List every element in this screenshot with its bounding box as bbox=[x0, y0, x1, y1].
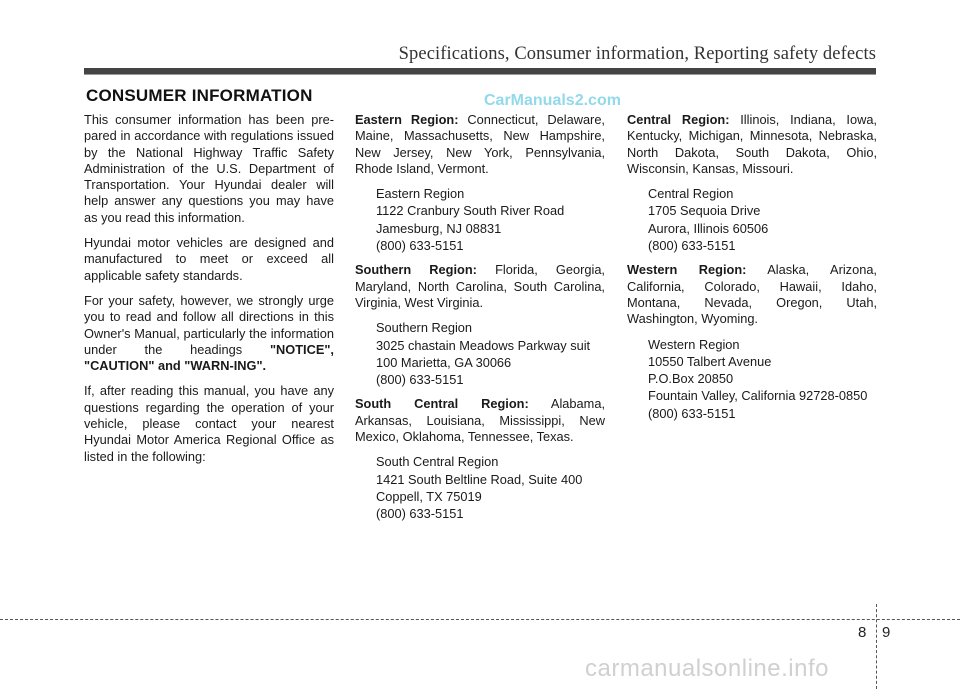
header-title: Specifications, Consumer information, Reporting safety defects bbox=[398, 44, 876, 64]
eastern-region-line1: 1122 Cranbury South River Road bbox=[376, 203, 565, 219]
south-central-region-state-list: Alabama, Arkansas, Louisiana, Mississippi, New Mexico, Oklahoma, Tennessee, Texas. bbox=[355, 396, 605, 445]
western-region-address bbox=[627, 337, 877, 422]
page-number: 9 bbox=[882, 624, 891, 641]
eastern-region-label: Eastern Region: bbox=[355, 112, 459, 127]
eastern-region-line2: Jamesburg, NJ 08831 bbox=[376, 220, 502, 236]
south-central-region-name: South Central Region bbox=[376, 454, 499, 470]
central-region-address bbox=[627, 186, 877, 254]
southern-region-phone: (800) 633-5151 bbox=[376, 372, 464, 388]
footer-dashed-rule bbox=[0, 619, 960, 620]
western-region-line2: P.O.Box 20850 bbox=[648, 371, 734, 387]
eastern-region-name: Eastern Region bbox=[376, 186, 465, 202]
western-region-name: Western Region bbox=[648, 336, 740, 352]
southern-region-state-list: Florida, Georgia, Maryland, North Carolina, South Carolina, Virginia, West Virginia. bbox=[355, 262, 605, 310]
central-region-name: Central Region bbox=[648, 186, 734, 202]
central-region-phone: (800) 633-5151 bbox=[648, 238, 736, 254]
column-intro bbox=[84, 112, 334, 474]
central-region-label: Central Region: bbox=[627, 112, 730, 127]
intro-paragraph-4: If, after reading this manual, you have any questions regarding the operation of your vehicle, please contact your nearest Hyundai Motor America Regional Office as listed in the following: bbox=[84, 383, 334, 464]
southern-region-label: Southern Region: bbox=[355, 262, 477, 278]
south-central-region-phone: (800) 633-5151 bbox=[376, 506, 464, 522]
southern-region-states bbox=[355, 262, 605, 311]
intro-paragraph-3-text: For your safety, however, we strongly urge you to read and follow all directions in this Owner's Manual, particularly the information under the headings bbox=[84, 292, 334, 357]
southern-region-line2: 100 Marietta, GA 30066 bbox=[376, 354, 512, 370]
south-central-region-line1: 1421 South Beltline Road, Suite 400 bbox=[376, 471, 583, 487]
central-region-states bbox=[627, 112, 877, 177]
southern-region-address bbox=[355, 320, 605, 388]
western-region-line1: 10550 Talbert Avenue bbox=[648, 353, 772, 369]
south-central-region-address bbox=[355, 454, 605, 522]
eastern-region-phone: (800) 633-5151 bbox=[376, 238, 464, 254]
watermark-bottom: carmanualsonline.info bbox=[585, 655, 829, 682]
western-region-states bbox=[627, 262, 877, 327]
south-central-region-states bbox=[355, 396, 605, 445]
column-regions-1 bbox=[355, 112, 605, 531]
eastern-region-state-list: Connecticut, Delaware, Maine, Massachusetts, New Hampshire, New Jersey, New York, Pennsylvania, Rhode Island, Vermont. bbox=[355, 112, 605, 176]
watermark-top: CarManuals2.com bbox=[484, 92, 621, 109]
western-region-phone: (800) 633-5151 bbox=[648, 405, 736, 421]
eastern-region-states bbox=[355, 112, 605, 177]
chapter-number: 8 bbox=[858, 624, 867, 641]
intro-paragraph-1: This consumer information has been pre-pared in accordance with regulations issued by the National Highway Traffic Safety Administration of the U.S. Department of Transportation. Your Hyundai dealer will help answer any questions you may have as you read this information. bbox=[84, 112, 334, 225]
column-regions-2 bbox=[627, 112, 877, 430]
headings-notice: "NOTICE", "CAUTION" and "WARN-ING". bbox=[84, 341, 334, 374]
eastern-region-address bbox=[355, 186, 605, 254]
central-region-state-list: Illinois, Indiana, Iowa, Kentucky, Michigan, Minnesota, Nebraska, North Dakota, South Dakota, Ohio, Wisconsin, Kansas, Missouri. bbox=[627, 112, 877, 176]
south-central-region-line2: Coppell, TX 75019 bbox=[376, 488, 482, 504]
central-region-line1: 1705 Sequoia Drive bbox=[648, 203, 761, 219]
intro-paragraph-2: Hyundai motor vehicles are designed and manufactured to meet or exceed all applicable safety standards. bbox=[84, 235, 334, 283]
western-region-state-list: Alaska, Arizona, California, Colorado, Hawaii, Idaho, Montana, Nevada, Oregon, Utah, Washington, Wyoming. bbox=[627, 262, 877, 327]
footer-page-divider bbox=[876, 604, 877, 689]
central-region-line2: Aurora, Illinois 60506 bbox=[648, 220, 769, 236]
western-region-line3: Fountain Valley, California 92728-0850 bbox=[648, 388, 868, 404]
south-central-region-label: South Central Region: bbox=[355, 396, 529, 412]
header-rule-thin bbox=[84, 74, 876, 75]
western-region-label: Western Region: bbox=[627, 262, 747, 278]
intro-paragraph-3 bbox=[84, 293, 334, 374]
southern-region-name: Southern Region bbox=[376, 320, 473, 336]
section-title: CONSUMER INFORMATION bbox=[86, 86, 313, 105]
southern-region-line1: 3025 chastain Meadows Parkway suit bbox=[376, 337, 591, 353]
